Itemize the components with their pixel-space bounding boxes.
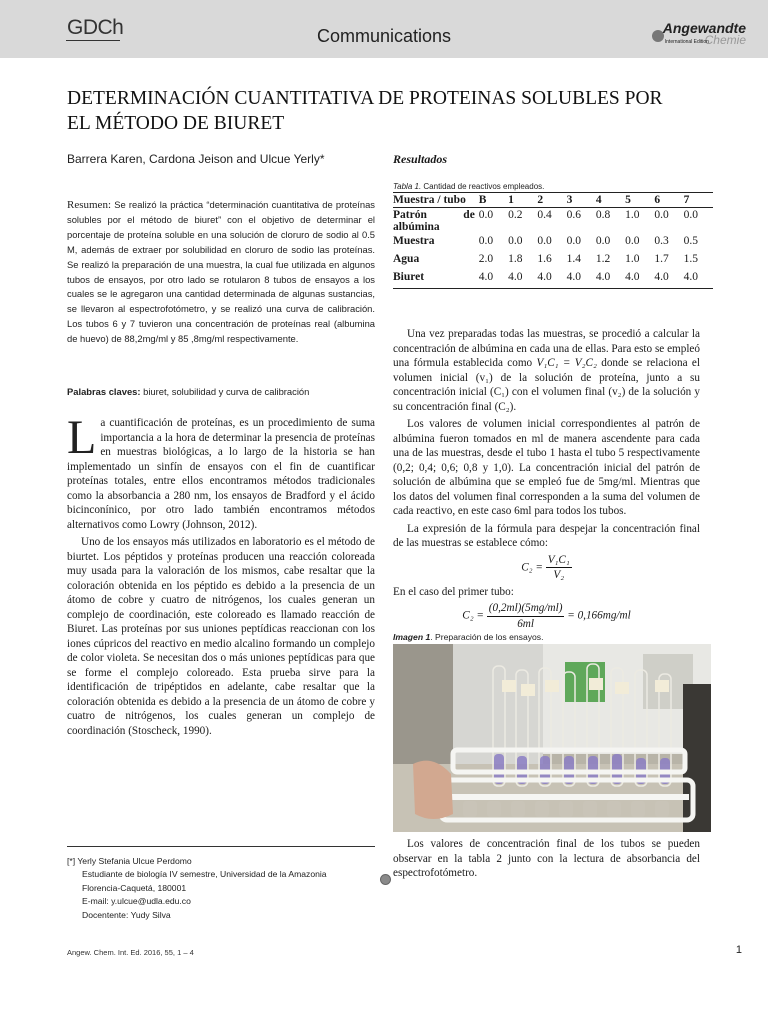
- first-tube-label: En el caso del primer tubo:: [393, 585, 514, 598]
- table-caption: [393, 182, 544, 191]
- keywords-text: biuret, solubilidad y curva de calibración: [143, 386, 310, 397]
- table-header-cell: 6: [654, 194, 661, 206]
- row-label-part: albúmina: [393, 221, 440, 233]
- table-header-row: [393, 193, 713, 208]
- table-header-cell: 5: [625, 194, 631, 206]
- table-label: Tabla 1.: [393, 182, 422, 191]
- body-paragraph: Uno de los ensayos más utilizados en laboratorio es el método de biurtet. Los péptidos y proteínas producen una reacción coloreada muy usada para la valoración de los mismos, cabe resaltar que la coloración obtenida en los péptido es debido a la presencia de un átomo de cobre y cuatro de nitrógenos, los cuales generan un complejo de coordinación, este coloreado es llamado reacción de Biuret. Las proteínas por sus uniones peptídicas reaccionan con los iones cúpricos del reactivo en medio alcalino formando un complejo de color violeta. Se necesitan dos o más uniones peptídicas para que se forme el complejo coloreado. Esta prueba sirve para la identificación de tripéptidos en adelante, cabe resaltar que la coloración obtenida es debido a la presencia de un átomo de cobre y cuatro de nitrógenos, los cuales generan un complejo de coordinación (Stoscheck, 1990).: [67, 536, 375, 737]
- citation-footer: Angew. Chem. Int. Ed. 2016, 55, 1 – 4: [67, 948, 194, 957]
- footnote-email: E-mail: y.ulcue@udla.edu.co: [82, 896, 191, 907]
- journal-logo: [663, 20, 746, 47]
- row-label: [393, 208, 479, 235]
- footnote-divider: [67, 846, 375, 847]
- table-cell: 0.0: [683, 209, 699, 221]
- title-line: EL MÉTODO DE BIURET: [67, 113, 285, 134]
- test-tubes-illustration: [393, 644, 711, 832]
- table-cell: 4.0: [654, 271, 669, 283]
- body-right-column: [393, 324, 700, 633]
- abstract-label: Resumen:: [67, 199, 111, 211]
- formula-text-a: Una vez preparadas todas las muestras, se procedió a calcular la concentración de albúmina en cada una de ellas. Para esto se empleó una fórmula establecida como: [393, 328, 700, 369]
- table-cell: 1.2: [595, 253, 611, 265]
- table-cell: 4.0: [478, 271, 494, 283]
- closing-paragraph: [393, 834, 700, 881]
- formula-paragraph: [393, 327, 700, 414]
- volume-paragraph: Los valores de volumen inicial correspondientes al patrón de albúmina fueron tomados en ml de manera ascendente para cada una de las muestras, desde el tubo 1 hasta el tubo 5 respectivamente (0,2; 0,4; 0,6; 0,8 y 1,0). La concentración inicial del patrón de solución de albúmina que se empleó fue de 5mg/ml. Mientras que los datos del volumen final corresponden a la suma del volumen de cada reactivo, en este caso 6ml para todos los tubos.: [393, 418, 700, 517]
- row-label-part: de: [463, 209, 475, 221]
- footnote-city: Florencia-Caquetá, 180001: [82, 882, 187, 893]
- reagents-table: [393, 192, 713, 289]
- footnote: [67, 855, 327, 922]
- intro-text: a cuantificación de proteínas, es un procedimiento de suma importancia a la hora de determinar la presencia de proteínas en muestras biológicas, a lo largo de la historia se han implementado un sinfín de ensayos con el fin de cuantificar proteínas totales, entre ellos encontramos métodos tradicionales como la absorbancia a 280 nm, los ensayos de Bradford y el ácido bicinconínico, por otro lado también encontramos métodos alternativos como Lowry (Johnson, 2012).: [67, 417, 375, 531]
- journal-name: Angewandte: [662, 20, 746, 36]
- article-title: [67, 86, 717, 136]
- table-cell: 0.0: [595, 235, 611, 247]
- equation-fraction: [546, 553, 572, 583]
- keywords-label: Palabras claves:: [67, 386, 141, 397]
- closing-text: Los valores de concentración final de los tubos se pueden observar en la tabla 2 junto con la lectura de absorbancia del espectrofotómetro.: [393, 838, 700, 879]
- equation-numerator: V₁C₁: [546, 553, 572, 569]
- intro-paragraph: [67, 411, 375, 532]
- footnote-affiliation: Estudiante de biología IV semestre, Universidad de la Amazonia: [82, 869, 327, 880]
- drop-cap: L: [67, 411, 97, 464]
- table-row: [393, 208, 713, 235]
- equation-numerator: (0,2ml)(5mg/ml): [487, 601, 565, 617]
- publisher-logo: GDCh: [67, 16, 124, 39]
- equation-fraction: [487, 601, 565, 631]
- row-label-part: Patrón: [393, 209, 427, 221]
- table-caption-text: Cantidad de reactivos empleados.: [423, 182, 545, 191]
- table-cell: 0.0: [625, 235, 640, 247]
- table-header-cell: 4: [595, 194, 602, 206]
- body-left-column: [67, 411, 375, 738]
- table-header-cell: 3: [566, 194, 573, 206]
- table-cell: 0.5: [683, 235, 699, 247]
- table-cell: 1.6: [537, 253, 552, 265]
- table-cell: 4.0: [683, 271, 699, 283]
- table-header-cell: 2: [537, 194, 544, 206]
- table-cell: 4.0: [625, 271, 640, 283]
- equation-rhs: = 0,166mg/ml: [567, 609, 631, 622]
- page-header: [0, 0, 768, 58]
- table-row: [393, 270, 713, 288]
- section-title: Communications: [316, 26, 452, 46]
- table-header-cell: B: [478, 194, 487, 206]
- table-cell: 4.0: [508, 271, 523, 283]
- footnote-marker-icon: [380, 874, 391, 885]
- abstract-text: Se realizó la práctica “determinación cuantitativa de proteínas solubles por el método de biuret” con el objetivo de determinar el porcentaje de proteína soluble en una solución de cloruro de sodio al 0.5 M, además de extraer por solubilidad en cloruro de sodio las proteínas. Se realizó la preparación de una muestra, la cual fue utilizada en algunos tubos de ensayos, por otro lado se rotularon 8 tubos de ensayos a los cuales se le agregaron una cantidad determinada de algunas sustancias, se llevaron al espectrofotómetro, y se realizó una curva de calibración. Los tubos 6 y 7 tuvieron una concentración de proteínas real (albumina de huevo) de 88,2mg/ml y 85 ,8mg/ml respectivamente.: [67, 199, 375, 345]
- table-cell: 0.0: [478, 235, 494, 247]
- inline-formula: V₁C₁ = V₂C₂: [536, 357, 597, 369]
- table-cell: 0.4: [537, 209, 552, 221]
- table-cell: 0.0: [508, 235, 523, 247]
- table-cell: 1.8: [508, 253, 523, 265]
- row-label: Muestra: [393, 235, 435, 247]
- abstract: [67, 198, 375, 347]
- keywords: [67, 386, 375, 397]
- expression-paragraph: La expresión de la fórmula para despejar la concentración final de las muestras se establece cómo:: [393, 522, 700, 549]
- table-cell: 1.0: [625, 209, 640, 221]
- table-cell: 1.4: [566, 253, 581, 265]
- image-caption-text: . Preparación de los ensayos.: [430, 632, 544, 642]
- table-cell: 2.0: [478, 253, 494, 265]
- footnote-teacher: Docentente: Yudy Silva: [82, 909, 171, 920]
- table-cell: 1.5: [683, 253, 699, 265]
- journal-edition: International Edition: [664, 39, 709, 45]
- title-line: DETERMINACIÓN CUANTITATIVA DE PROTEINAS SOLUBLES POR: [67, 88, 663, 109]
- table-header-cell: 7: [683, 194, 690, 206]
- formula-text-b: donde se relaciona el volumen inicial (v₁) de la solución de proteína, junto a su concentración inicial (C₁) con el volumen final (v₂) de la solución y su concentración final (C₂).: [393, 357, 700, 413]
- table-row: [393, 252, 713, 270]
- equation-lhs: C₂ =: [462, 609, 484, 622]
- table-cell: 4.0: [537, 271, 552, 283]
- table-cell: 0.0: [537, 235, 552, 247]
- table-cell: 0.3: [654, 235, 669, 247]
- table-cell: 4.0: [595, 271, 611, 283]
- equation-denominator: 6ml: [517, 617, 534, 630]
- footnote-author: [*] Yerly Stefania Ulcue Perdomo: [67, 856, 192, 866]
- table-cell: 0.0: [478, 209, 494, 221]
- page-number: 1: [735, 944, 742, 956]
- table-cell: 0.6: [566, 209, 581, 221]
- table-cell: 1.7: [654, 253, 669, 265]
- equation-1: [393, 553, 700, 583]
- equation-2: [393, 601, 700, 631]
- table-header-cell: 1: [508, 194, 514, 206]
- table-cell: 0.8: [595, 209, 611, 221]
- table-header-cell: Muestra / tubo: [393, 194, 466, 206]
- row-label: Agua: [393, 253, 420, 265]
- table-cell: 0.0: [566, 235, 581, 247]
- table-cell: 0.2: [508, 209, 523, 221]
- article-authors: Barrera Karen, Cardona Jeison and Ulcue Yerly*: [67, 152, 325, 166]
- results-heading: Resultados: [393, 152, 448, 166]
- table-cell: 4.0: [566, 271, 581, 283]
- image-label: Imagen 1: [393, 632, 431, 642]
- equation-denominator: V₂: [553, 569, 565, 581]
- table-cell: 0.0: [654, 209, 669, 221]
- journal-chemie: Chemie: [704, 33, 746, 47]
- table-cell: 1.0: [625, 253, 640, 265]
- image-caption: [393, 632, 543, 642]
- table-row: [393, 234, 713, 252]
- equation-lhs: C₂ =: [521, 561, 543, 574]
- test-tubes-photo: [393, 644, 711, 832]
- row-label: Biuret: [393, 271, 425, 283]
